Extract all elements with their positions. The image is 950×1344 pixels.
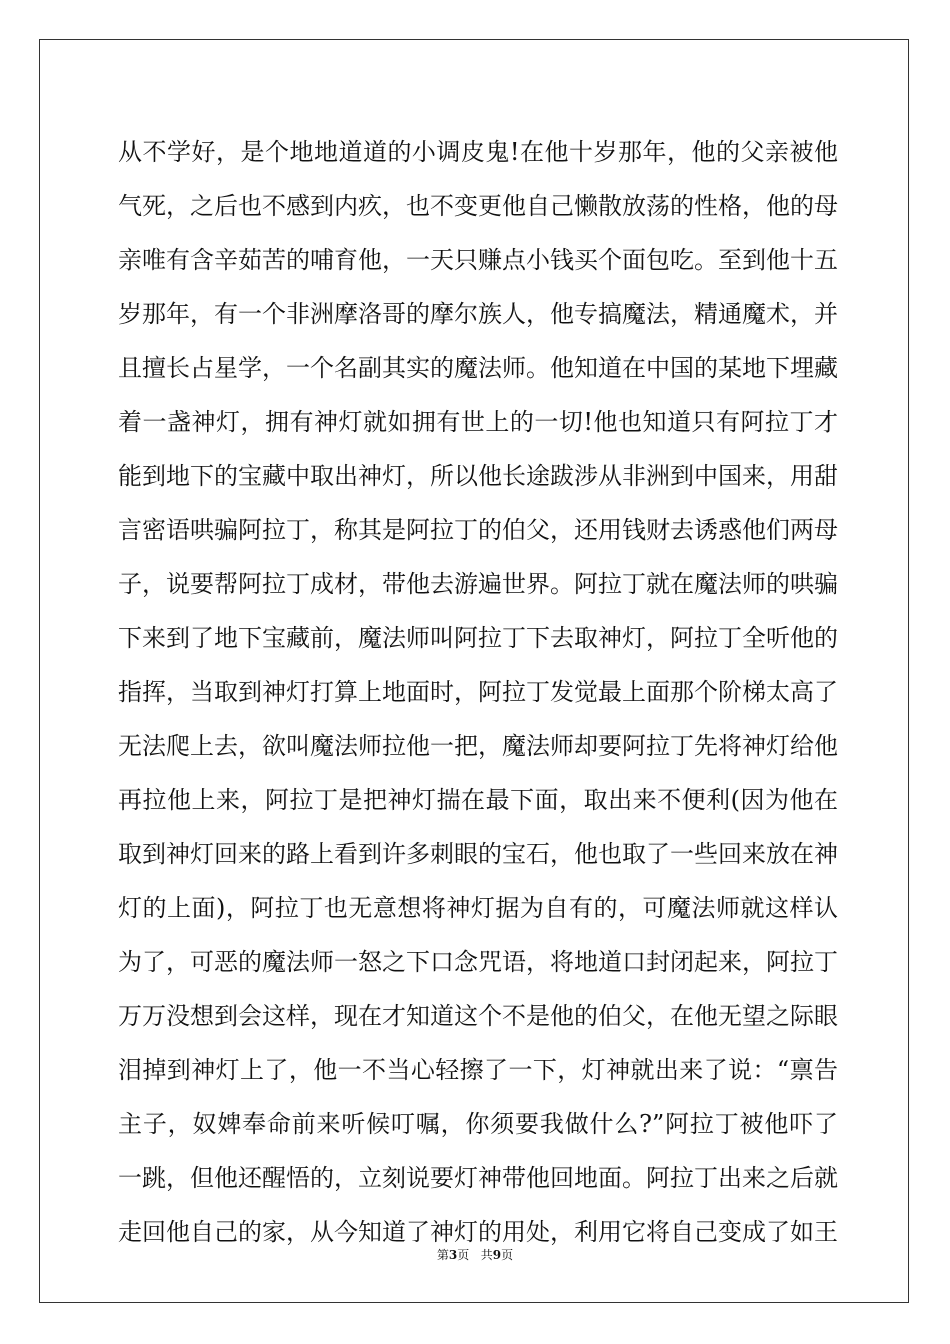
- footer-page-current: 3: [448, 1248, 458, 1262]
- text-line: 走回他自己的家，从今知道了神灯的用处，利用它将自己变成了如王: [118, 1218, 838, 1246]
- footer-page-prefix: 第: [436, 1248, 449, 1262]
- text-line: 亲唯有含辛茹苦的哺育他，一天只赚点小钱买个面包吃。至到他十五: [118, 246, 838, 274]
- text-line: 子，说要帮阿拉丁成材，带他去游遍世界。阿拉丁就在魔法师的哄骗: [118, 570, 838, 598]
- footer-total-suffix: 页: [501, 1248, 514, 1262]
- text-line: 从不学好，是个地地道道的小调皮鬼!在他十岁那年，他的父亲被他: [118, 138, 838, 166]
- text-line: 着一盏神灯，拥有神灯就如拥有世上的一切!他也知道只有阿拉丁才: [118, 408, 838, 436]
- text-line: 无法爬上去，欲叫魔法师拉他一把，魔法师却要阿拉丁先将神灯给他: [118, 732, 838, 760]
- text-line: 指挥，当取到神灯打算上地面时，阿拉丁发觉最上面那个阶梯太高了: [118, 678, 838, 706]
- text-line: 岁那年，有一个非洲摩洛哥的摩尔族人，他专搞魔法，精通魔术，并: [118, 300, 838, 328]
- text-line: 万万没想到会这样，现在才知道这个不是他的伯父，在他无望之际眼: [118, 1002, 838, 1030]
- text-line: 下来到了地下宝藏前，魔法师叫阿拉丁下去取神灯，阿拉丁全听他的: [118, 624, 838, 652]
- text-line: 泪掉到神灯上了，他一不当心轻擦了一下，灯神就出来了说：“禀告: [118, 1056, 838, 1084]
- text-line: 主子，奴婢奉命前来听候叮嘱，你须要我做什么?”阿拉丁被他吓了: [118, 1110, 838, 1138]
- text-line: 言密语哄骗阿拉丁，称其是阿拉丁的伯父，还用钱财去诱惑他们两母: [118, 516, 838, 544]
- body-text: [118, 125, 838, 1259]
- footer-total-prefix: 共: [480, 1248, 493, 1262]
- text-line: 为了，可恶的魔法师一怒之下口念咒语，将地道口封闭起来，阿拉丁: [118, 948, 838, 976]
- text-line: 再拉他上来，阿拉丁是把神灯揣在最下面，取出来不便利(因为他在: [118, 786, 838, 814]
- footer-page-total: 9: [492, 1248, 502, 1262]
- text-line: 取到神灯回来的路上看到许多刺眼的宝石，他也取了一些回来放在神: [118, 840, 838, 868]
- text-line: 灯的上面)，阿拉丁也无意想将神灯据为自有的，可魔法师就这样认: [118, 894, 838, 922]
- page-footer: [0, 1246, 950, 1263]
- text-line: 且擅长占星学，一个名副其实的魔法师。他知道在中国的某地下埋藏: [118, 354, 838, 382]
- text-line: 气死，之后也不感到内疚，也不变更他自己懒散放荡的性格，他的母: [118, 192, 838, 220]
- text-line: 能到地下的宝藏中取出神灯，所以他长途跋涉从非洲到中国来，用甜: [118, 462, 838, 490]
- text-line: 一跳，但他还醒悟的，立刻说要灯神带他回地面。阿拉丁出来之后就: [118, 1164, 838, 1192]
- footer-page-suffix: 页: [457, 1248, 470, 1262]
